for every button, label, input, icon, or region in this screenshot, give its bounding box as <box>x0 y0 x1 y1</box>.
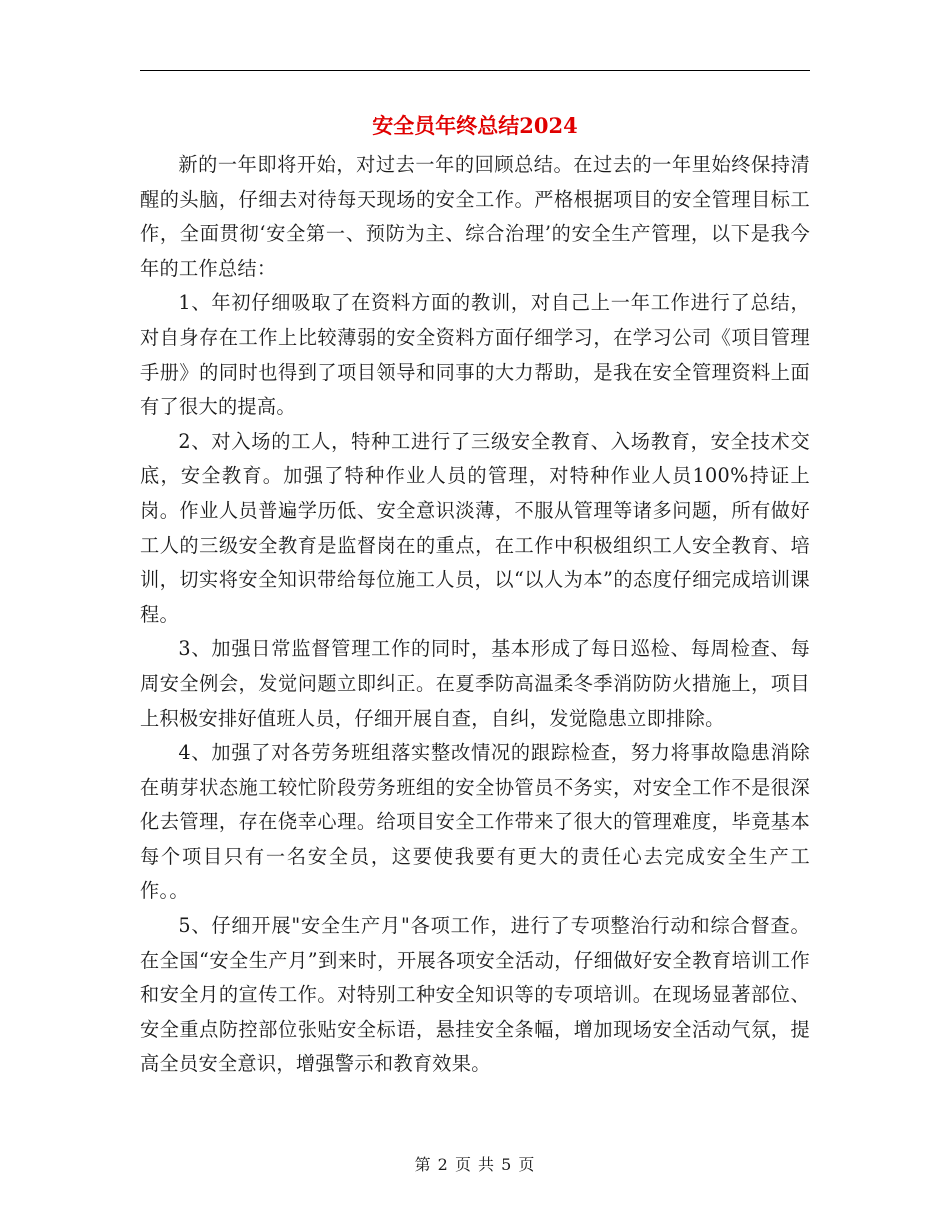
paragraph-intro: 新的一年即将开始，对过去一年的回顾总结。在过去的一年里始终保持清醒的头脑，仔细去对待每天现场的安全工作。严格根据项目的安全管理目标工作，全面贯彻‘安全第一、预防为主、综合治理’的安全生产管理，以下是我今年的工作总结： <box>140 153 810 280</box>
paragraph-item-2: 2、对入场的工人，特种工进行了三级安全教育、入场教育，安全技术交底，安全教育。加强了特种作业人员的管理，对特种作业人员100%持证上岗。作业人员普遍学历低、安全意识淡薄，不服从管理等诸多问题，所有做好工人的三级安全教育是监督岗在的重点，在工作中积极组织工人安全教育、培训，切实将安全知识带给每位施工人员，以“以人为本”的态度仔细完成培训课程。 <box>140 429 810 626</box>
paragraph-item-1: 1、年初仔细吸取了在资料方面的教训，对自己上一年工作进行了总结，对自身存在工作上比较薄弱的安全资料方面仔细学习，在学习公司《项目管理手册》的同时也得到了项目领导和同事的大力帮助，是我在安全管理资料上面有了很大的提高。 <box>140 291 810 419</box>
page-number-footer: 第 2 页 共 5 页 <box>414 1155 536 1174</box>
paragraph-item-5: 5、仔细开展"安全生产月"各项工作，进行了专项整治行动和综合督查。在全国“安全生产月”到来时，开展各项安全活动，仔细做好安全教育培训工作和安全月的宣传工作。对特别工种安全知识等的专项培训。在现场显著部位、安全重点防控部位张贴安全标语，悬挂安全条幅，增加现场安全活动气氛，提高全员安全意识，增强警示和教育效果。 <box>140 914 810 1076</box>
paragraph-item-4: 4、加强了对各劳务班组落实整改情况的跟踪检查，努力将事故隐患消除在萌芽状态施工较忙阶段劳务班组的安全协管员不务实，对安全工作不是很深化去管理，存在侥幸心理。给项目安全工作带来了很大的管理难度，毕竟基本每个项目只有一名安全员，这要使我要有更大的责任心去完成安全生产工作。。 <box>140 741 810 903</box>
document-body <box>140 148 810 1082</box>
paragraph-item-3: 3、加强日常监督管理工作的同时，基本形成了每日巡检、每周检查、每周安全例会，发觉问题立即纠正。在夏季防高温柔冬季消防防火措施上，项目上积极安排好值班人员，仔细开展自查，自纠，发觉隐患立即排除。 <box>140 637 810 730</box>
header-rule <box>140 70 810 71</box>
document-title: 安全员年终总结2024 <box>372 113 578 138</box>
